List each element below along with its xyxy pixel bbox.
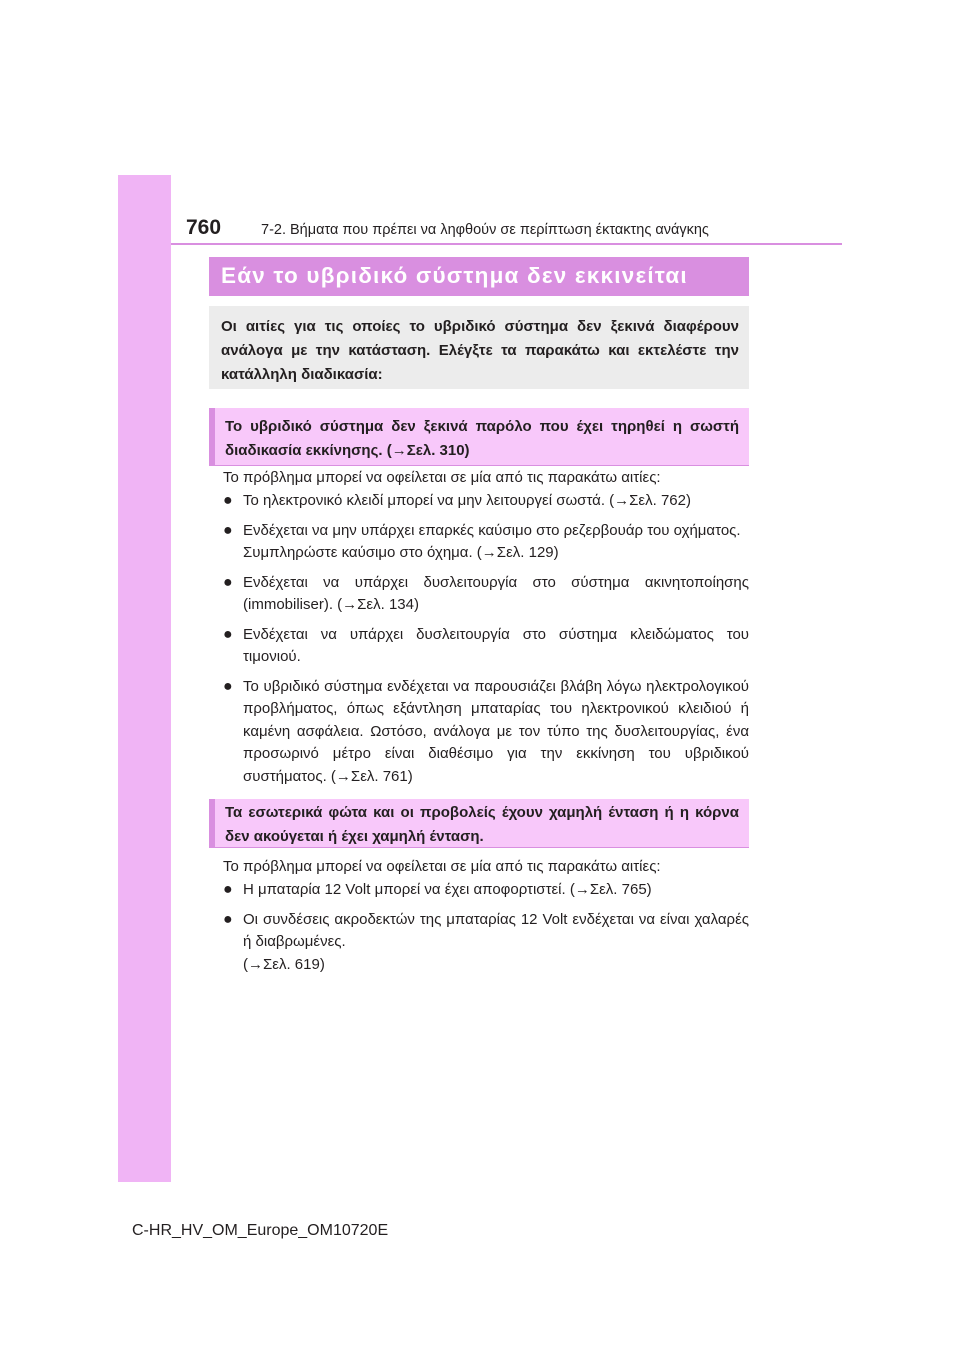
bullet-icon: ●: [223, 492, 233, 509]
chapter-title: 7-2. Βήματα που πρέπει να ληφθούν σε περίπτωση έκτακτης ανάγκης: [261, 222, 709, 238]
subheading-engine-not-start: Το υβριδικό σύστημα δεν ξεκινά παρόλο που έχει τηρηθεί η σωστή διαδικασία εκκίνησης. (→Σελ. 310): [209, 408, 749, 466]
intro-box: Οι αιτίες για τις οποίες το υβριδικό σύστημα δεν ξεκινά διαφέρουν ανάλογα με την κατάσταση. Ελέγξτε τα παρακάτω και εκτελέστε την κατάλληλη διαδικασία:: [209, 306, 749, 389]
list-item: ● Το υβριδικό σύστημα ενδέχεται να παρουσιάζει βλάβη λόγω ηλεκτρολογικού προβλήματος, όπως εξάντληση μπαταρίας του ηλεκτρονικού κλειδιού ή καμένη ασφάλεια. Ωστόσο, ανάλογα με τον τύπο της δυσλειτουργίας, ένα προσωρινό μέτρο είναι διαθέσιμο για την εκκίνηση του υβριδικού συστήματος. (→Σελ. 761): [223, 677, 749, 785]
list-item: ● Το ηλεκτρονικό κλειδί μπορεί να μην λειτουργεί σωστά. (→Σελ. 762): [223, 490, 749, 513]
causes-list-1: [223, 490, 749, 795]
bullet-icon: ●: [223, 881, 233, 898]
causes-lead-2: Το πρόβλημα μπορεί να οφείλεται σε μία από τις παρακάτω αιτίες:: [223, 858, 661, 875]
bullet-icon: ●: [223, 573, 233, 591]
bullet-icon: ●: [223, 625, 233, 643]
list-item: ● Η μπαταρία 12 Volt μπορεί να έχει αποφορτιστεί. (→Σελ. 765): [223, 879, 749, 902]
bullet-icon: ●: [223, 677, 233, 695]
chapter-tab: [118, 175, 171, 1182]
causes-list-2: [223, 879, 749, 983]
page-number: 760: [186, 216, 222, 239]
header-divider: [171, 243, 842, 245]
section-title: Εάν το υβριδικό σύστημα δεν εκκινείται: [209, 257, 749, 296]
subheading-dim-lights: Τα εσωτερικά φώτα και οι προβολείς έχουν χαμηλή ένταση ή η κόρνα δεν ακούγεται ή έχει χαμηλή ένταση.: [209, 799, 749, 848]
bullet-icon: ●: [223, 910, 233, 928]
document-id: C-HR_HV_OM_Europe_OM10720E: [132, 1222, 389, 1239]
list-item: ● Ενδέχεται να υπάρχει δυσλειτουργία στο σύστημα ακινητοποίησης (immobiliser). (→Σελ. 134): [223, 573, 749, 613]
list-item: ● Ενδέχεται να υπάρχει δυσλειτουργία στο σύστημα κλειδώματος του τιμονιού.: [223, 625, 749, 665]
bullet-icon: ●: [223, 521, 233, 539]
list-item: ● Οι συνδέσεις ακροδεκτών της μπαταρίας 12 Volt ενδέχεται να είναι χαλαρές ή διαβρωμένες. (→Σελ. 619): [223, 910, 749, 973]
list-item: ● Ενδέχεται να μην υπάρχει επαρκές καύσιμο στο ρεζερβουάρ του οχήματος. Συμπληρώστε καύσιμο στο όχημα. (→Σελ. 129): [223, 521, 741, 561]
causes-lead-1: Το πρόβλημα μπορεί να οφείλεται σε μία από τις παρακάτω αιτίες:: [223, 469, 661, 486]
